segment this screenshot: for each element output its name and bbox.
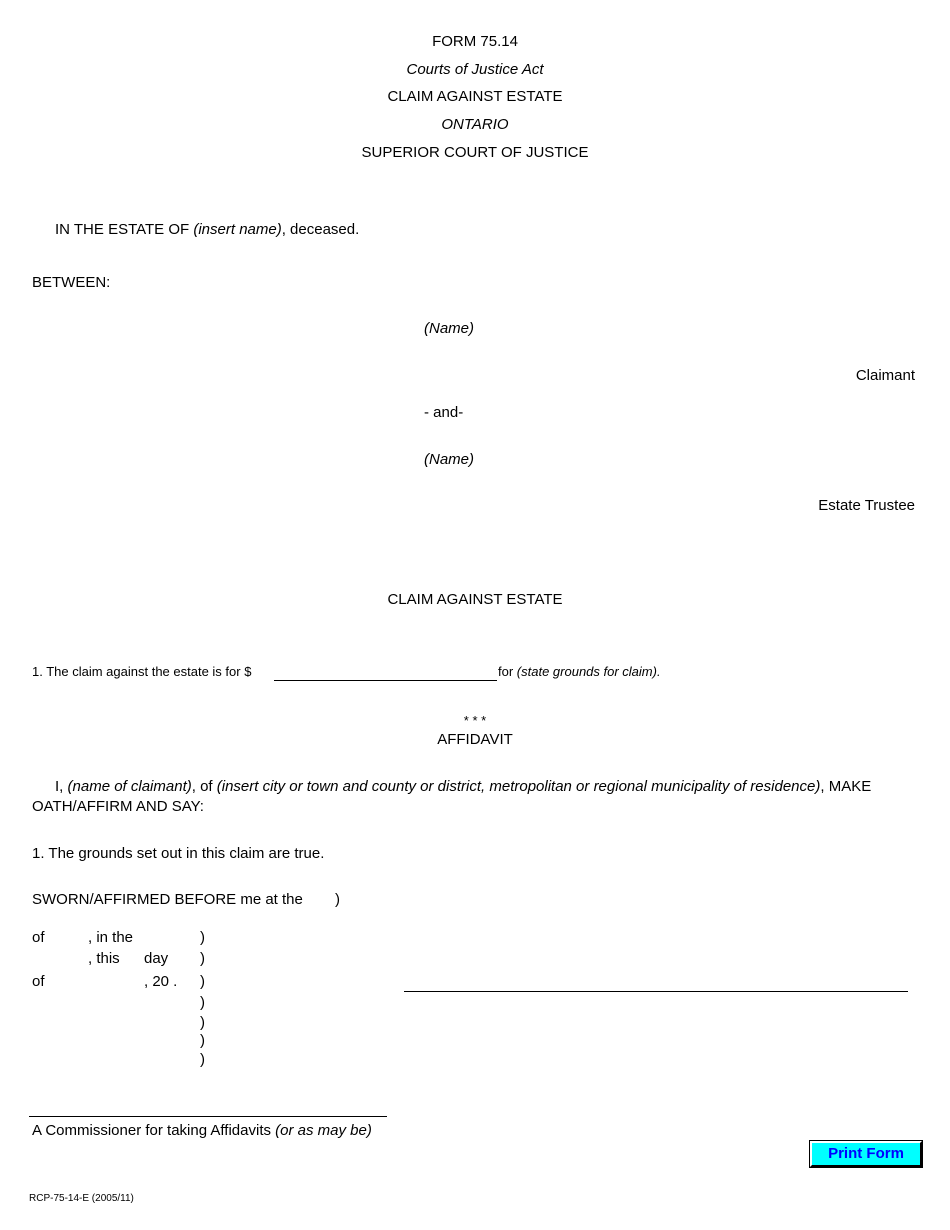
oath-of: , of: [191, 778, 217, 795]
ground-statement: 1. The grounds set out in this claim are true.: [32, 845, 325, 862]
estate-suffix: , deceased.: [281, 221, 360, 238]
deponent-signature-line: [404, 991, 908, 992]
trustee-name-field[interactable]: (Name): [424, 451, 475, 468]
jurat-bracket: ): [200, 1051, 205, 1068]
form-code: RCP-75-14-E (2005/11): [29, 1193, 134, 1204]
act-name: Courts of Justice Act: [406, 61, 544, 78]
residence-field[interactable]: (insert city or town and county or district, metropolitan or regional municipality of residence): [216, 778, 821, 795]
commissioner-qualifier: (or as may be): [275, 1122, 372, 1139]
print-form-button[interactable]: Print Form: [810, 1141, 922, 1167]
claimant-name-oath-field[interactable]: (name of claimant): [67, 778, 192, 795]
commissioner-signature-line: [29, 1116, 387, 1117]
oath-line-1: [55, 778, 871, 796]
claim-amount-input[interactable]: [274, 664, 497, 681]
jurat-this: , this: [88, 950, 120, 967]
jurat-year: , 20 .: [144, 973, 178, 990]
claim-for: for: [498, 664, 517, 679]
commissioner-label: [32, 1122, 372, 1140]
and-separator: - and-: [424, 404, 464, 421]
jurat-day: day: [144, 950, 169, 967]
commissioner-text: A Commissioner for taking Affidavits: [32, 1122, 276, 1139]
oath-make: , MAKE: [820, 778, 872, 795]
claim-grounds-field[interactable]: (state grounds for claim).: [516, 664, 661, 679]
estate-insert-name[interactable]: (insert name): [193, 221, 282, 238]
estate-prefix: IN THE ESTATE OF: [55, 221, 194, 238]
jurat-in-the: , in the: [88, 929, 134, 946]
jurat-of-2: of: [32, 973, 45, 990]
jurat-of-1: of: [32, 929, 45, 946]
form-number: FORM 75.14: [432, 33, 518, 50]
trustee-role: Estate Trustee: [818, 497, 915, 514]
jurat-bracket: ): [200, 973, 205, 990]
claimant-role: Claimant: [855, 367, 915, 384]
jurat-bracket: ): [200, 1014, 205, 1031]
claim-heading: CLAIM AGAINST ESTATE: [387, 591, 563, 608]
claimant-name-field[interactable]: (Name): [424, 320, 475, 337]
estate-line: [55, 221, 359, 239]
court-name: SUPERIOR COURT OF JUSTICE: [361, 144, 589, 161]
sworn-label: SWORN/AFFIRMED BEFORE me at the: [32, 891, 303, 908]
province: ONTARIO: [441, 116, 509, 133]
claim-prefix: 1. The claim against the estate is for $: [32, 664, 252, 679]
between-label: BETWEEN:: [32, 274, 111, 291]
oath-line-2: OATH/AFFIRM AND SAY:: [32, 798, 204, 815]
separator-stars: * * *: [463, 713, 487, 728]
jurat-bracket: ): [200, 929, 205, 946]
affidavit-heading: AFFIDAVIT: [437, 731, 513, 748]
jurat-bracket: ): [200, 994, 205, 1011]
form-title: CLAIM AGAINST ESTATE: [387, 88, 563, 105]
oath-i: I,: [55, 778, 68, 795]
jurat-bracket: ): [200, 1032, 205, 1049]
jurat-bracket: ): [200, 950, 205, 967]
jurat-bracket: ): [335, 891, 340, 908]
claim-grounds-line: [498, 663, 661, 681]
